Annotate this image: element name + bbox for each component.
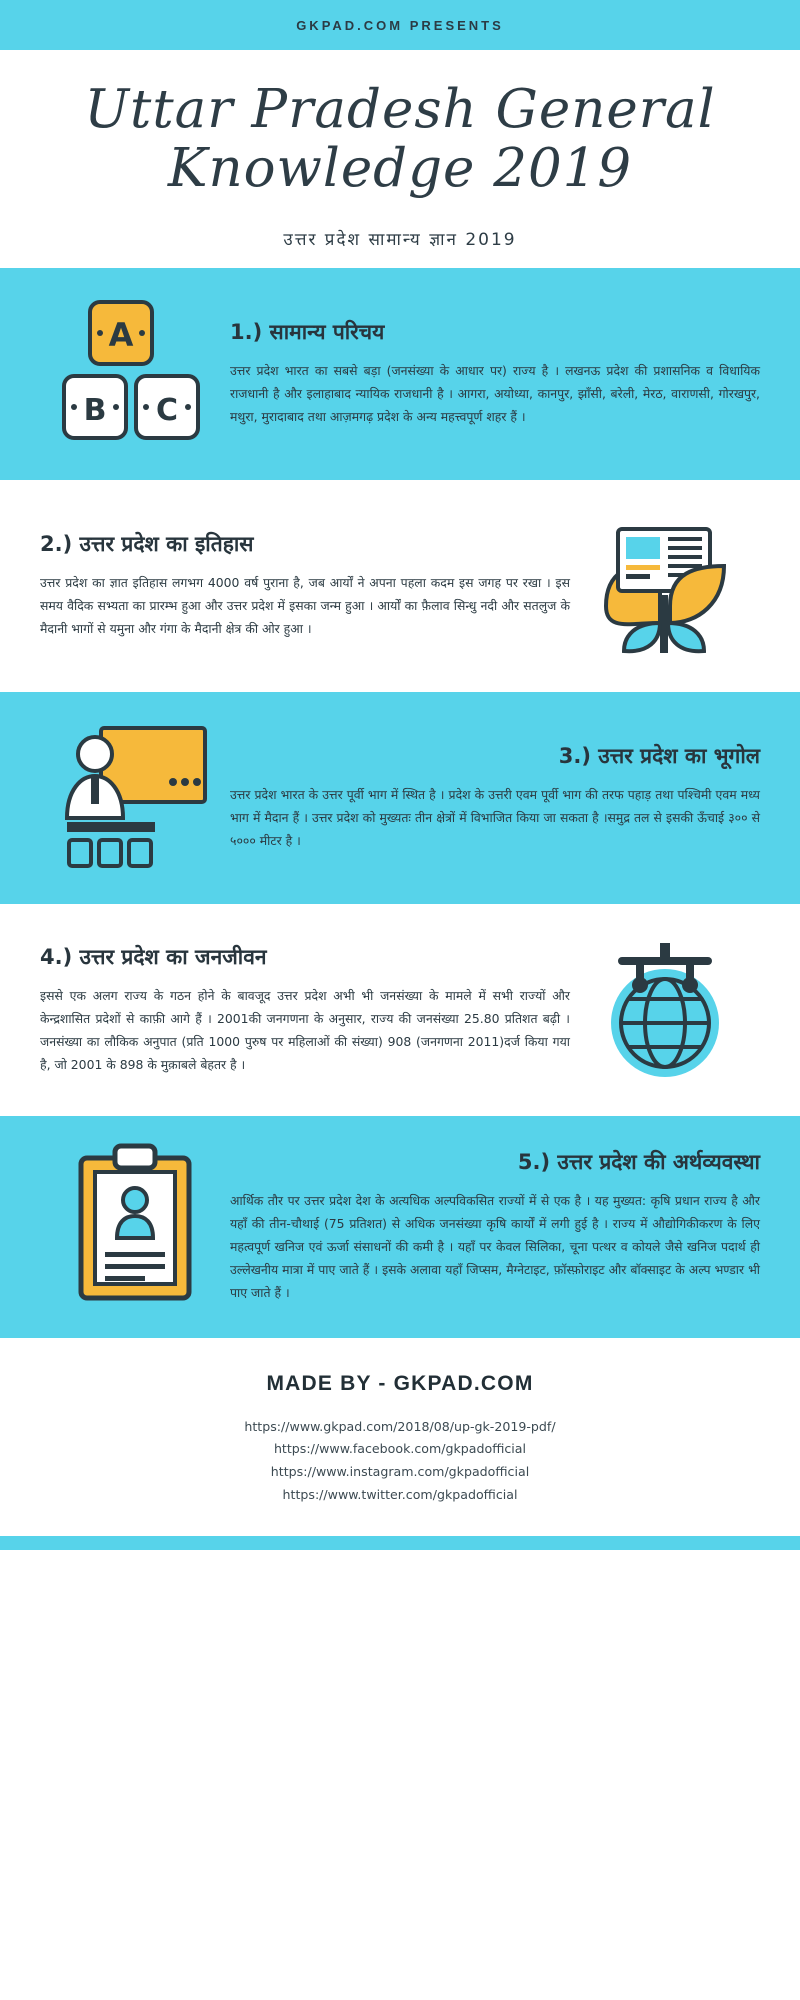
section-5-content [230, 1148, 760, 1305]
title-block [0, 50, 800, 268]
section-1-content [230, 318, 760, 429]
section-2 [0, 480, 800, 692]
bottom-banner [0, 1536, 800, 1550]
made-by-label: MADE BY - GKPAD.COM [266, 1371, 534, 1395]
section-5-body: आर्थिक तौर पर उत्तर प्रदेश देश के अत्यधिक अल्पविकसित राज्यों में से एक है । यह मुख्यत: कृषि प्रधान राज्य है और यहाँ की तीन-चौथाई (75 प्रतिशत) से अधिक जनसंख्या कृषि कार्यों में लगी हुई है । राज्य में औद्योगिकीकरण के लिए महत्वपूर्ण खनिज एवं ऊर्जा संसाधनों की कमी है । यहाँ पर केवल सिलिका, चूना पत्थर व कोयले जैसे खनिज पदार्थ ही उल्लेखनीय मात्रा में पाए जाते हैं । इसके अलावा यहाँ जिप्सम, मैग्नेटाइट, फ़ॉस्फ़ोराइट और बॉक्साइट के अल्प भण्डार भी पाए जाते हैं । [230, 1193, 760, 1301]
section-5-title: 5.) उत्तर प्रदेश की अर्थव्यवस्था [517, 1150, 760, 1175]
page-title-line-1: Uttar Pradesh General [84, 79, 716, 140]
section-2-title: 2.) उत्तर प्रदेश का इतिहास [40, 532, 254, 557]
section-3-body: उत्तर प्रदेश भारत के उत्तर पूर्वी भाग में स्थित है । प्रदेश के उत्तरी एवम पूर्वी भाग की तरफ पहाड़ तथा पश्चिमी एवम मध्य भाग में मैदान हैं । उत्तर प्रदेश को मुख्यतः तीन क्षेत्रों में विभाजित किया जा सकता है ।समुद्र तल से इसकी ऊँचाई ३०० से ५००० मीटर है । [230, 787, 760, 849]
section-4-title: 4.) उत्तर प्रदेश का जनजीवन [40, 944, 267, 969]
section-3-title: 3.) उत्तर प्रदेश का भूगोल [558, 744, 760, 769]
svg-text:A: A [108, 315, 134, 354]
svg-text:C: C [155, 392, 179, 428]
section-4 [0, 904, 800, 1116]
top-banner [0, 0, 800, 50]
presents-label: GKPAD.COM PRESENTS [296, 17, 504, 33]
clipboard-person-icon [40, 1142, 230, 1312]
section-3-content [230, 742, 760, 853]
page-title-line-2: Knowledge 2019 [167, 138, 633, 200]
footer-link-instagram[interactable]: https://www.instagram.com/gkpadofficial [270, 1464, 530, 1480]
section-2-content [40, 530, 570, 641]
section-4-body: इससे एक अलग राज्य के गठन होने के बावजूद उत्तर प्रदेश अभी भी जनसंख्या के मामले में सभी राज्यों और केन्द्रशासित प्रदेशों से काफ़ी आगे हैं । 2001की जनगणना के अनुसार, राज्य की जनसंख्या 25.80 प्रतिशत बढ़ी । जनसंख्या का लौकिक अनुपात (प्रति 1000 पुरुष पर महिलाओं की संख्या) 908 (जनगणना 2011)दर्ज किया गया है, जो 2001 के 898 के मुक़ाबले बेहतर है । [40, 987, 570, 1072]
abc-blocks-icon [40, 294, 230, 454]
globe-people-icon [570, 935, 760, 1085]
section-1-title: 1.) सामान्य परिचय [230, 320, 385, 345]
section-2-body: उत्तर प्रदेश का ज्ञात इतिहास लगभग 4000 वर्ष पुराना है, जब आर्यों ने अपना पहला कदम इस जगह पर रखा । इस समय वैदिक सभ्यता का प्रारम्भ हुआ और उत्तर प्रदेश में इसका जन्म हुआ । आर्यों का फ़ैलाव सिन्धु नदी और सतलुज के मैदानी भागों से यमुना और गंगा के मैदानी क्षेत्र की ओर हुआ । [40, 575, 570, 637]
footer-link-twitter[interactable]: https://www.twitter.com/gkpadofficial [282, 1486, 518, 1502]
footer [0, 1338, 800, 1537]
page-subtitle: उत्तर प्रदेश सामान्य ज्ञान 2019 [283, 229, 517, 250]
svg-text:B: B [83, 392, 107, 428]
footer-link-website[interactable]: https://www.gkpad.com/2018/08/up-gk-2019-pdf/ [244, 1418, 556, 1434]
presentation-teacher-icon [40, 718, 230, 878]
open-book-plant-icon [570, 511, 760, 661]
footer-link-facebook[interactable]: https://www.facebook.com/gkpadofficial [273, 1441, 527, 1457]
section-1-body: उत्तर प्रदेश भारत का सबसे बड़ा (जनसंख्या के आधार पर) राज्य है । लखनऊ प्रदेश की प्रशासनिक व विधायिक राजधानी है और इलाहाबाद न्यायिक राजधानी है । आगरा, अयोध्या, कानपुर, झाँसी, बरेली, मेरठ, वाराणसी, गोरखपुर, मथुरा, मुरादाबाद तथा आज़मगढ़ प्रदेश के अन्य महत्त्वपूर्ण शहर हैं । [230, 363, 760, 425]
section-5 [0, 1116, 800, 1338]
section-4-content [40, 943, 570, 1077]
section-3 [0, 692, 800, 904]
section-1 [0, 268, 800, 480]
